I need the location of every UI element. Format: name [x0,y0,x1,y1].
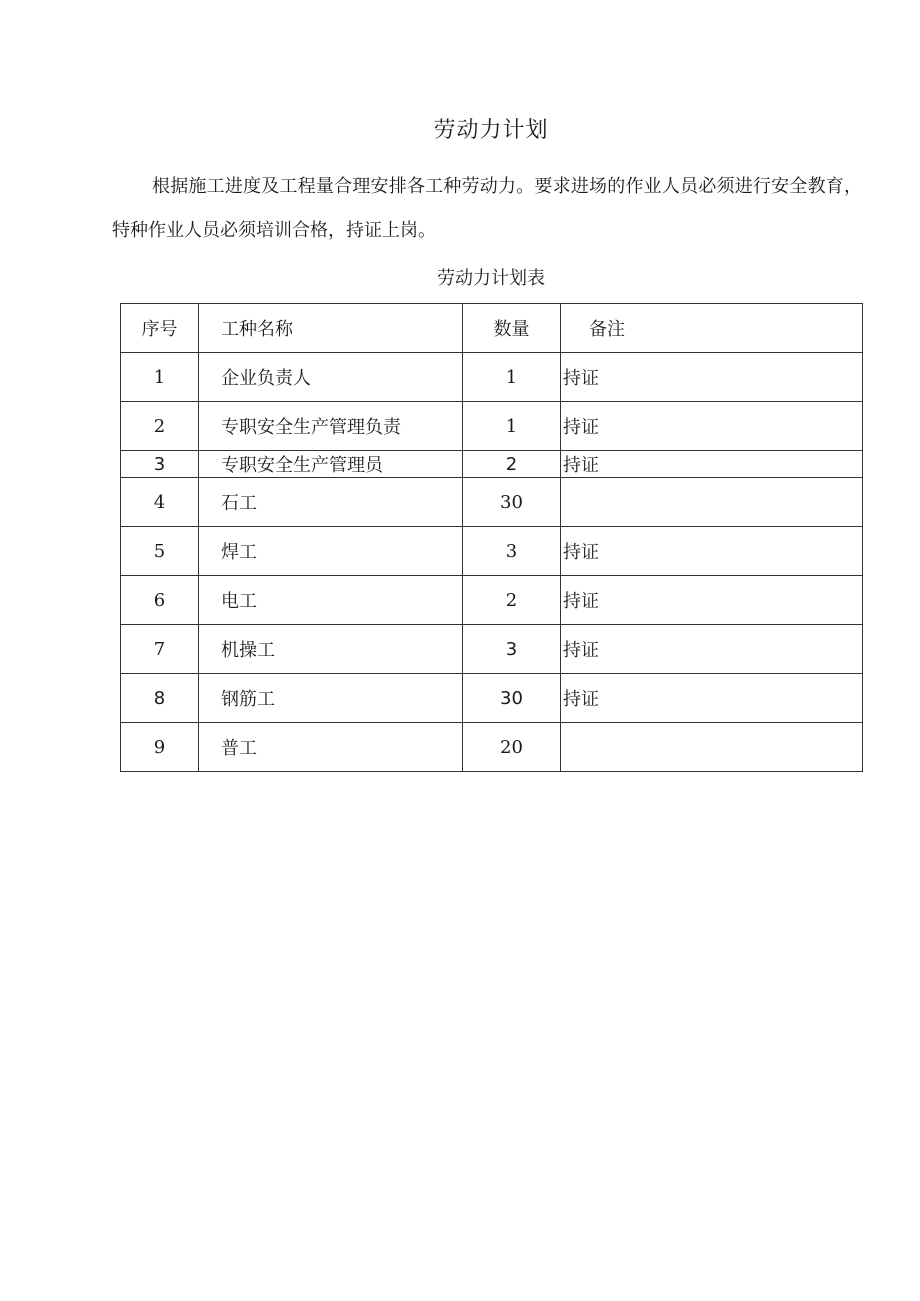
cell-note: 持证 [561,451,863,478]
cell-name: 电工 [199,576,463,625]
cell-qty: 3 [463,527,561,576]
table-row [121,576,863,625]
cell-note: 持证 [561,527,863,576]
table-row [121,625,863,674]
cell-note: 持证 [561,402,863,451]
cell-note [561,478,863,527]
cell-name: 机操工 [199,625,463,674]
table-row [121,527,863,576]
cell-note [561,723,863,772]
table-caption: 劳动力计划表 [437,268,545,289]
cell-name: 专职安全生产管理负责 [199,402,463,451]
cell-qty: 20 [463,723,561,772]
cell-name: 焊工 [199,527,463,576]
cell-name: 企业负责人 [199,353,463,402]
cell-name: 石工 [199,478,463,527]
cell-seq: 2 [121,402,199,451]
cell-note: 持证 [561,576,863,625]
cell-note: 持证 [561,674,863,723]
header-seq: 序号 [121,304,199,353]
cell-qty: 30 [463,478,561,527]
header-name: 工种名称 [199,304,463,353]
cell-qty: 2 [463,576,561,625]
intro-paragraph: 根据施工进度及工程量合理安排各工种劳动力。要求进场的作业人员必须进行安全教育，特种作业人员必须培训合格，持证上岗。 [112,176,862,241]
table-header-row [121,304,863,353]
cell-seq: 9 [121,723,199,772]
cell-qty: 30 [463,674,561,723]
cell-seq: 3 [121,451,199,478]
labor-plan-table [120,303,863,772]
cell-seq: 5 [121,527,199,576]
table-row [121,451,863,478]
cell-qty: 1 [463,402,561,451]
cell-name: 钢筋工 [199,674,463,723]
cell-seq: 4 [121,478,199,527]
cell-qty: 3 [463,625,561,674]
cell-qty: 2 [463,451,561,478]
table-row [121,402,863,451]
cell-seq: 1 [121,353,199,402]
cell-seq: 7 [121,625,199,674]
table-row [121,353,863,402]
cell-note: 持证 [561,353,863,402]
document-title: 劳动力计划 [433,118,549,143]
header-qty: 数量 [463,304,561,353]
table-row [121,674,863,723]
header-note: 备注 [561,304,863,353]
cell-note: 持证 [561,625,863,674]
cell-qty: 1 [463,353,561,402]
cell-name: 普工 [199,723,463,772]
cell-seq: 6 [121,576,199,625]
table-row [121,478,863,527]
cell-seq: 8 [121,674,199,723]
table-row [121,723,863,772]
cell-name: 专职安全生产管理员 [199,451,463,478]
